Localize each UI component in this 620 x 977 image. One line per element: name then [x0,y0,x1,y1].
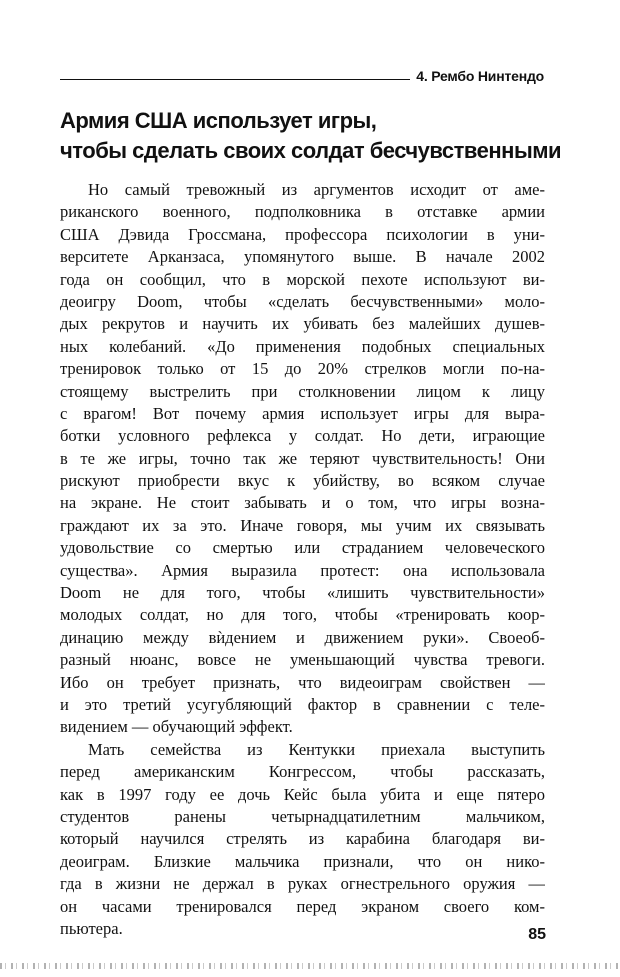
body-line: гда в жизни не держал в руках огнестрельного оружия — [60,874,545,894]
body-line: ных колебаний. «До применения подобных специальных [60,336,545,356]
body-line: динацию между вѝдением и движением руки». Своеоб- [60,627,545,647]
body-line: деоиграм. Близкие мальчика признали, что он нико- [60,851,545,871]
body-line: он часами тренировался перед экраном своего ком- [60,896,545,916]
body-line: дых рекрутов и научить их убивать без малейших душев- [60,314,545,334]
body-line: перед американским Конгрессом, чтобы рассказать, [60,762,545,782]
body-line: пьютера. [60,918,123,938]
body-text [60,179,545,940]
body-line: деоигру Doom, чтобы «сделать бесчувственными» моло- [60,291,545,311]
body-line: удовольствие со смертью или страданием человеческого [60,538,545,558]
scan-edge-artifact [0,963,620,969]
page-number: 85 [528,926,546,943]
body-line: США Дэвида Гроссмана, профессора психологии в уни- [60,224,545,244]
body-line: Ибо он требует признать, что видеоиграм свойствен — [60,672,545,692]
section-heading [60,106,560,166]
running-title: 4. Рембо Нинтендо [416,68,544,84]
body-line: который научился стрелять из карабина благодаря ви- [60,829,545,849]
header-rule [60,79,410,80]
body-line: студентов ранены четырнадцатилетним мальчиком, [60,806,545,826]
body-line: риканского военного, подполковника в отставке армии [60,202,545,222]
body-line: тренировок только от 15 до 20% стрелков могли по-на- [60,359,545,379]
body-line: существа». Армия выразила протест: она использовала [60,560,545,580]
body-line: года он сообщил, что в морской пехоте используют ви- [60,269,545,289]
body-line: ботки условного рефлекса у солдат. Но дети, играющие [60,426,545,446]
section-heading-line: чтобы сделать своих солдат бесчувственными [60,138,562,163]
body-line: с врагом! Вот почему армия использует игры для выра- [60,403,545,423]
body-line: как в 1997 году ее дочь Кейс была убита и еще пятеро [60,784,545,804]
section-heading-line: Армия США использует игры, [60,108,377,133]
body-line: разный нюанс, вовсе не уменьшающий чувства тревоги. [60,650,545,670]
body-line: в те же игры, точно так же теряют чувствительность! Они [60,448,545,468]
body-line: на экране. Не стоит забывать и о том, что игры возна- [60,493,545,513]
body-line: рискуют приобрести вкус к убийству, во всяком случае [60,471,545,491]
body-line: видением — обучающий эффект. [60,717,293,737]
body-line: Но самый тревожный из аргументов исходит от аме- [88,180,545,199]
body-line: Doom не для того, чтобы «лишить чувствительности» [60,583,545,603]
running-header [60,68,544,84]
body-line: верситете Арканзаса, упомянутого выше. В начале 2002 [60,247,545,267]
body-line: и это третий усугубляющий фактор в сравнении с теле- [60,694,545,714]
body-line: граждают их за это. Иначе говоря, мы учим их связывать [60,515,545,535]
body-line: Мать семейства из Кентукки приехала выступить [88,739,545,759]
body-line: молодых солдат, но для того, чтобы «тренировать коор- [60,605,545,625]
body-line: стоящему выстрелить при столкновении лицом к лицу [60,381,545,401]
